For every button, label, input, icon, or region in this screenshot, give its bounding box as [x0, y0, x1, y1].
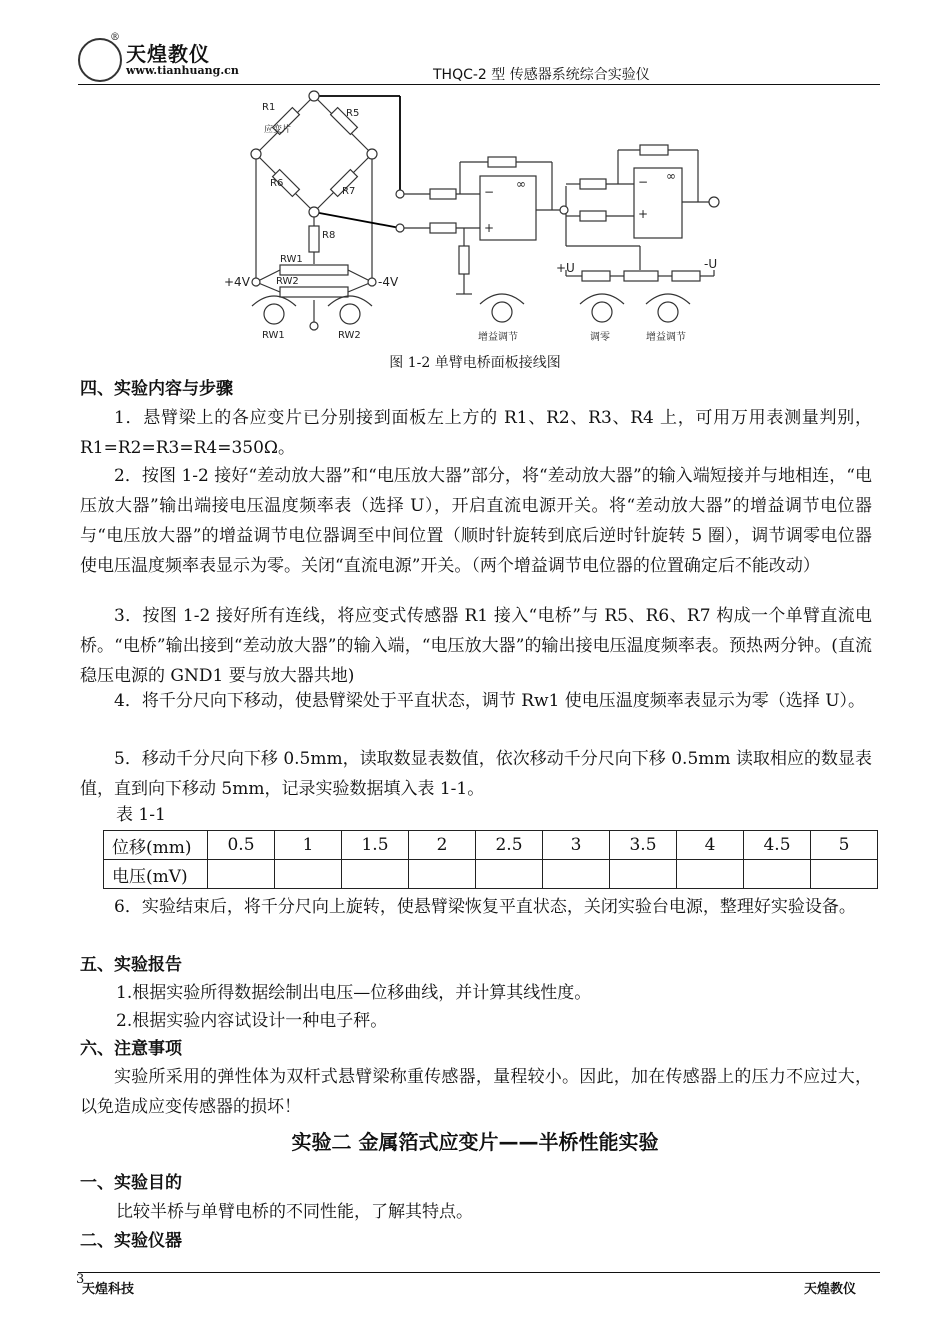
label-plus4v: +4V — [224, 275, 250, 289]
displacement-cell: 2 — [409, 831, 476, 860]
displacement-cell: 2.5 — [476, 831, 543, 860]
knob-rw2-label: RW2 — [338, 330, 361, 341]
footer-left: 天煌科技 — [82, 1282, 135, 1297]
section-4-title: 四、实验内容与步骤 — [80, 379, 233, 399]
voltage-cell — [744, 860, 811, 889]
voltage-cell — [275, 860, 342, 889]
step-3: 3．按图 1-2 接好所有连线，将应变式传感器 R1 接入“电桥”与 R5、R6、R7 构成一个单臂直流电桥。“电桥”输出接到“差动放大器”的输入端，“电压放大器”的输出接电压温度频率表。预热两分钟。(直流稳压电源的 GND1 要与放大器共地) — [80, 606, 872, 686]
voltage-cell — [476, 860, 543, 889]
label-strain: 应变片 — [264, 125, 292, 135]
label-r7: R7 — [342, 186, 356, 197]
data-table — [103, 830, 878, 889]
product-title: THQC-2 型 传感器系统综合实验仪 — [433, 67, 650, 83]
label-r1: R1 — [262, 102, 276, 113]
step-1: 1．悬臂梁上的各应变片已分别接到面板左上方的 R1、R2、R3、R4 上，可用万用表测量判别，R1=R2=R3=R4=350Ω。 — [80, 408, 872, 458]
figure-caption: 图 1-2 单臂电桥面板接线图 — [389, 355, 561, 371]
amp1-plus: + — [484, 221, 495, 235]
knob-gain2-label: 增益调节 — [646, 332, 686, 343]
displacement-cell: 3 — [543, 831, 610, 860]
experiment-2-title: 实验二 金属箔式应变片——半桥性能实验 — [291, 1130, 659, 1154]
section-6-title: 六、注意事项 — [80, 1039, 182, 1059]
logo-url: www.tianhuang.cn — [126, 64, 239, 77]
knob-rw1-label: RW1 — [262, 330, 285, 341]
label-minus4v: -4V — [378, 275, 399, 289]
row-label-displacement: 位移(mm) — [104, 831, 208, 860]
label-r8: R8 — [322, 230, 336, 241]
step-4: 4．将千分尺向下移动，使悬臂梁处于平直状态，调节 Rw1 使电压温度频率表显示为零（选择 U）。 — [114, 691, 866, 711]
amp2-inf: ∞ — [666, 169, 676, 183]
displacement-cell: 5 — [811, 831, 878, 860]
table-row — [104, 831, 878, 860]
logo-name: 天煌教仪 — [126, 42, 210, 66]
footer-rule — [78, 1272, 880, 1273]
page-number: 3 — [76, 1272, 85, 1287]
amp1-minus: − — [484, 185, 495, 199]
knob-gain1-label: 增益调节 — [478, 332, 518, 343]
row-label-voltage: 电压(mV) — [104, 860, 208, 889]
objective-title: 一、实验目的 — [80, 1173, 182, 1193]
voltage-cell — [610, 860, 677, 889]
section-5-title: 五、实验报告 — [80, 955, 182, 975]
amp2-plus: + — [638, 207, 649, 221]
instruments-title: 二、实验仪器 — [80, 1231, 182, 1251]
label-rw2: RW2 — [276, 276, 299, 287]
displacement-cell: 4.5 — [744, 831, 811, 860]
label-rw1: RW1 — [280, 254, 303, 265]
displacement-cell: 4 — [677, 831, 744, 860]
step-2: 2．按图 1-2 接好“差动放大器”和“电压放大器”部分，将“差动放大器”的输入端短接并与地相连，“电压放大器”输出端接电压温度频率表（选择 U），开启直流电源开关。将“差动放大器”的增益调节电位器与“电压放大器”的增益调节电位器调至中间位置（顺时针旋转到底后逆时针旋转 5 圈），调节调零电位器使电压温度频率表显示为零。关闭“直流电源”开关。（两个增益调节电位器的位置确定后不能改动） — [80, 466, 872, 576]
report-item-1: 1.根据实验所得数据绘制出电压—位移曲线，并计算其线性度。 — [116, 983, 592, 1003]
table-row — [104, 860, 878, 889]
objective-text: 比较半桥与单臂电桥的不同性能，了解其特点。 — [116, 1202, 473, 1222]
table-title: 表 1-1 — [116, 805, 166, 825]
voltage-cell — [342, 860, 409, 889]
logo-emblem — [78, 38, 122, 82]
step-6: 6．实验结束后，将千分尺向上旋转，使悬臂梁恢复平直状态，关闭实验台电源，整理好实验设备。 — [114, 897, 856, 917]
voltage-cell — [677, 860, 744, 889]
displacement-cell: 0.5 — [208, 831, 275, 860]
header-rule — [78, 84, 880, 85]
voltage-cell — [811, 860, 878, 889]
voltage-cell — [409, 860, 476, 889]
label-r6: R6 — [270, 178, 284, 189]
voltage-cell — [543, 860, 610, 889]
report-item-2: 2.根据实验内容试设计一种电子秤。 — [116, 1011, 388, 1031]
registered-mark: ® — [110, 32, 120, 43]
step-5: 5．移动千分尺向下移 0.5mm，读取数显表数值，依次移动千分尺向下移 0.5mm 读取相应的数显表值，直到向下移动 5mm，记录实验数据填入表 1-1。 — [80, 749, 872, 799]
displacement-cell: 1.5 — [342, 831, 409, 860]
bridge-wiring-diagram — [220, 86, 740, 348]
footer-right: 天煌教仪 — [804, 1282, 857, 1297]
knob-zero-label: 调零 — [590, 332, 610, 343]
displacement-cell: 1 — [275, 831, 342, 860]
caution-text: 实验所采用的弹性体为双杆式悬臂梁称重传感器，量程较小。因此，加在传感器上的压力不应过大，以免造成应变传感器的损坏！ — [80, 1067, 872, 1117]
amp2-minus: − — [638, 175, 649, 189]
label-plus-u: +U — [556, 261, 575, 275]
label-minus-u: -U — [704, 257, 718, 271]
amp1-inf: ∞ — [516, 177, 526, 191]
displacement-cell: 3.5 — [610, 831, 677, 860]
label-r5: R5 — [346, 108, 360, 119]
voltage-cell — [208, 860, 275, 889]
